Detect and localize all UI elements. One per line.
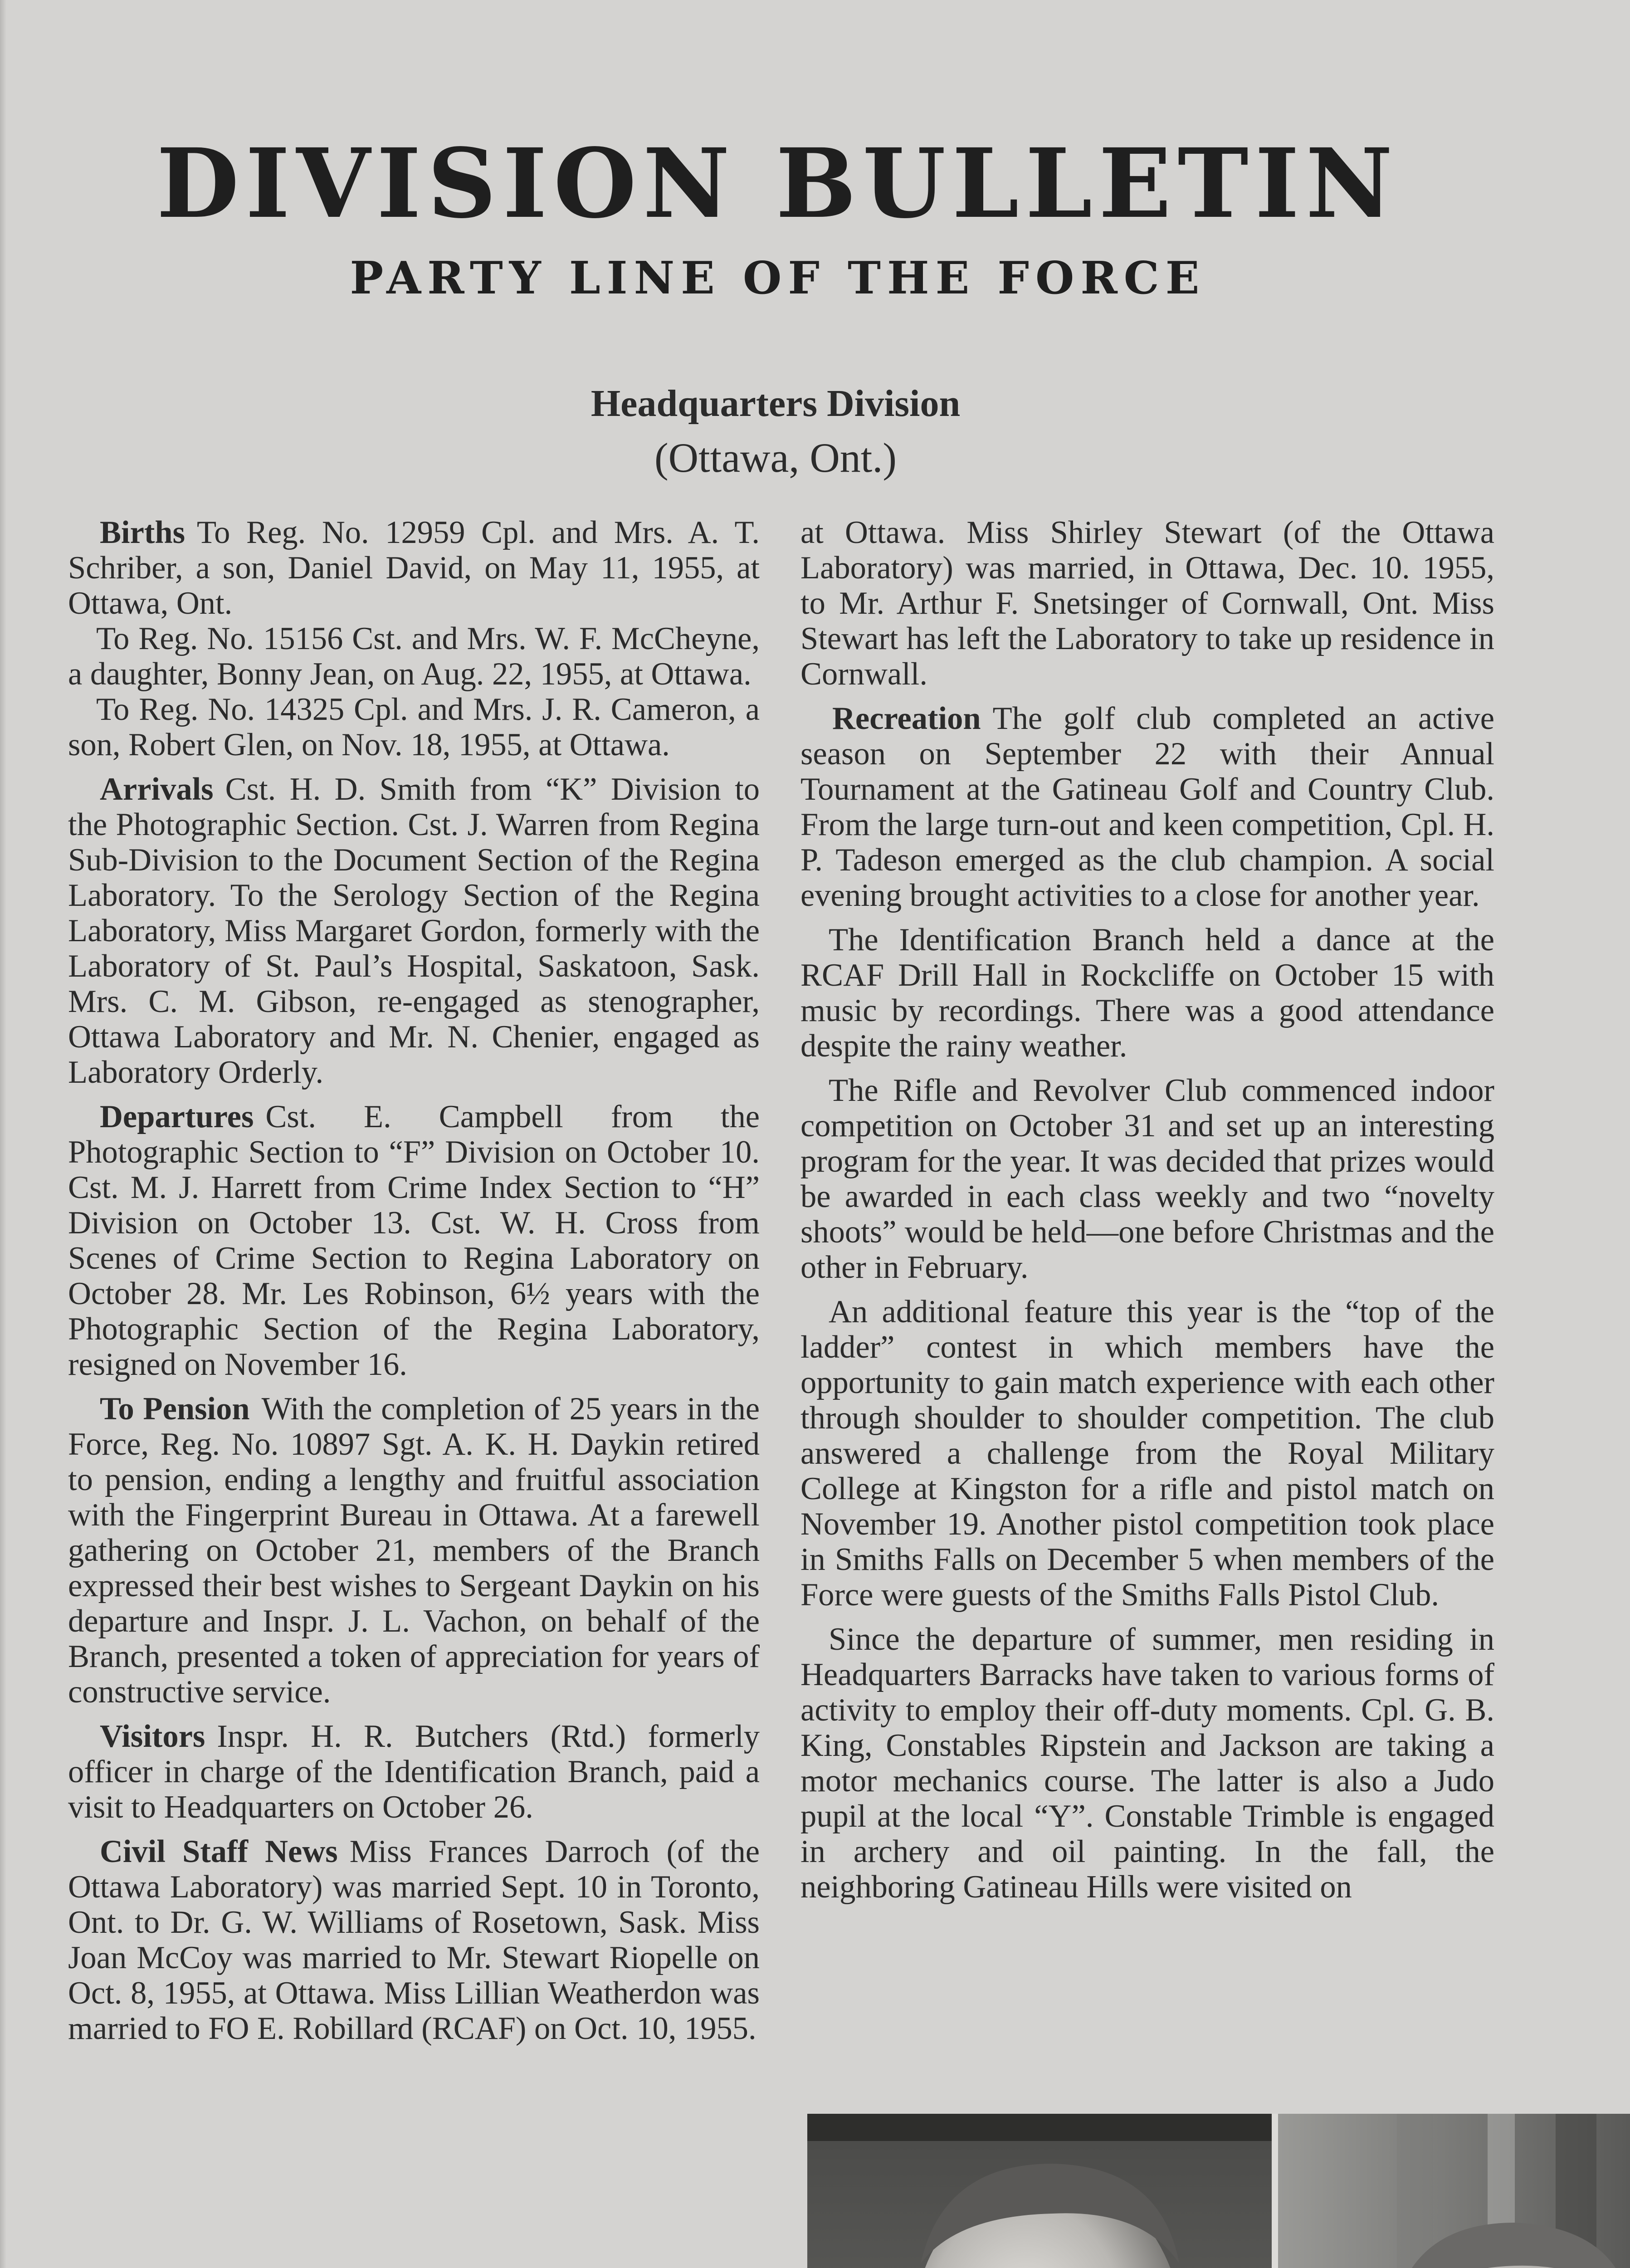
section-title: Headquarters Division bbox=[591, 382, 961, 425]
paragraph-arrivals bbox=[68, 772, 760, 1090]
paragraph-barracks: Since the departure of summer, men residing in Headquarters Barracks have taken to various forms of activity to employ their off-duty moments. Cpl. G. B. King, Constables Ripstein and Jackson are taking a motor mechanics course. The latter is also a Judo pupil at the local “Y”. Constable Trimble is engaged in archery and oil painting. In the fall, the neighboring Gatineau Hills were visited on bbox=[800, 1622, 1494, 1905]
paragraph-rifle-club: The Rifle and Revolver Club commenced indoor competition on October 31 and set up an interesting program for the year. It was decided that prizes would be awarded in each class weekly and two “novelty shoots” would be held—one before Christmas and the other in February. bbox=[800, 1073, 1494, 1285]
paragraph-departures bbox=[68, 1099, 760, 1382]
page-edge bbox=[0, 0, 6, 2268]
retirement-photo bbox=[807, 2114, 1630, 2268]
arrivals-text: Cst. H. D. Smith from “K” Division to the Photographic Section. Cst. J. Warren from Regina Sub-Division to the Document Section of the Regina Laboratory. To the Serology Section of the Regina Laboratory, Miss Margaret Gordon, formerly with the Laboratory of St. Paul’s Hospital, Saskatoon, Sask. Mrs. C. M. Gibson, re-engaged as stenographer, Ottawa Laboratory and Mr. N. Chenier, engaged as Laboratory Orderly. bbox=[68, 772, 760, 1090]
right-column bbox=[800, 515, 1494, 1905]
civil-staff-text: Miss Frances Darroch (of the Ottawa Laboratory) was married Sept. 10 in Toronto, Ont. to Dr. G. W. Williams of Rosetown, Sask. Miss Joan McCoy was married to Mr. Stewart Riopelle on Oct. 8, 1955, at Ottawa. Miss Lillian Weatherdon was married to FO E. Robillard (RCAF) on Oct. 10, 1955. bbox=[68, 1834, 760, 2046]
section-location: (Ottawa, Ont.) bbox=[654, 434, 897, 481]
pension-text: With the completion of 25 years in the Force, Reg. No. 10897 Sgt. A. K. H. Daykin retired to pension, ending a lengthy and fruitful association with the Fingerprint Bureau in Ottawa. At a farewell gathering on October 21, members of the Branch expressed their best wishes to Sergeant Daykin on his departure and Inspr. J. L. Vachon, on behalf of the Branch, presented a token of appreciation for years of constructive service. bbox=[68, 1391, 760, 1710]
departures-text: Cst. E. Campbell from the Photographic Section to “F” Division on October 10. Cst. M. J. Harrett from Crime Index Section to “H” Division on October 13. Cst. W. H. Cross from Scenes of Crime Section to Regina Laboratory on October 28. Mr. Les Robinson, 6½ years with the Photographic Section of the Regina Laboratory, resigned on November 16. bbox=[68, 1099, 760, 1382]
births-text: To Reg. No. 12959 Cpl. and Mrs. A. T. Schriber, a son, Daniel David, on May 11, 1955, at Ottawa, Ont. bbox=[68, 515, 760, 621]
paragraph-pension bbox=[68, 1391, 760, 1710]
left-column bbox=[68, 515, 760, 2046]
run-in-head-visitors: Visitors bbox=[100, 1719, 205, 1754]
masthead bbox=[0, 127, 1556, 304]
run-in-head-births: Births bbox=[100, 515, 185, 550]
run-in-head-departures: Departures bbox=[100, 1099, 254, 1134]
run-in-head-pension: To Pension bbox=[100, 1391, 250, 1427]
run-in-head-civil-staff: Civil Staff News bbox=[100, 1834, 338, 1869]
photo-illustration bbox=[807, 2114, 1630, 2268]
run-in-head-arrivals: Arrivals bbox=[100, 772, 214, 807]
paragraph-civil-staff-cont: at Ottawa. Miss Shirley Stewart (of the Ottawa Laboratory) was married, in Ottawa, Dec. 10. 1955, to Mr. Arthur F. Snetsinger of Cornwall, Ont. Miss Stewart has left the Laboratory to take up residence in Cornwall. bbox=[800, 515, 1494, 692]
paragraph-recreation bbox=[800, 701, 1494, 913]
paragraph-births-2: To Reg. No. 15156 Cst. and Mrs. W. F. McCheyne, a daughter, Bonny Jean, on Aug. 22, 1955, at Ottawa. bbox=[68, 621, 760, 692]
paragraph-births-3: To Reg. No. 14325 Cpl. and Mrs. J. R. Cameron, a son, Robert Glen, on Nov. 18, 1955, at Ottawa. bbox=[68, 692, 760, 763]
paragraph-civil-staff bbox=[68, 1834, 760, 2046]
run-in-head-recreation: Recreation bbox=[832, 701, 981, 736]
paragraph-births bbox=[68, 515, 760, 621]
paragraph-dance: The Identification Branch held a dance at the RCAF Drill Hall in Rockcliffe on October 15 with music by recordings. There was a good attendance despite the rainy weather. bbox=[800, 922, 1494, 1064]
recreation-text: The golf club completed an active season on September 22 with their Annual Tournament at the Gatineau Golf and Country Club. From the large turn-out and keen competition, Cpl. H. P. Tadeson emerged as the club champion. A social evening brought activities to a close for another year. bbox=[800, 701, 1494, 913]
paragraph-ladder-contest: An additional feature this year is the “top of the ladder” contest in which members have the opportunity to gain match experience with each other through shoulder to shoulder competition. The club answered a challenge from the Royal Military College at Kingston for a rifle and pistol match on November 19. Another pistol competition took place in Smiths Falls on December 5 when members of the Force were guests of the Smiths Falls Pistol Club. bbox=[800, 1294, 1494, 1613]
masthead-title: DIVISION BULLETIN bbox=[156, 127, 1399, 240]
paragraph-visitors bbox=[68, 1719, 760, 1825]
masthead-subtitle: PARTY LINE OF THE FORCE bbox=[350, 252, 1206, 304]
section-heading bbox=[0, 381, 1551, 486]
visitors-text: Inspr. H. R. Butchers (Rtd.) formerly officer in charge of the Identification Branch, paid a visit to Headquarters on October 26. bbox=[68, 1719, 760, 1825]
